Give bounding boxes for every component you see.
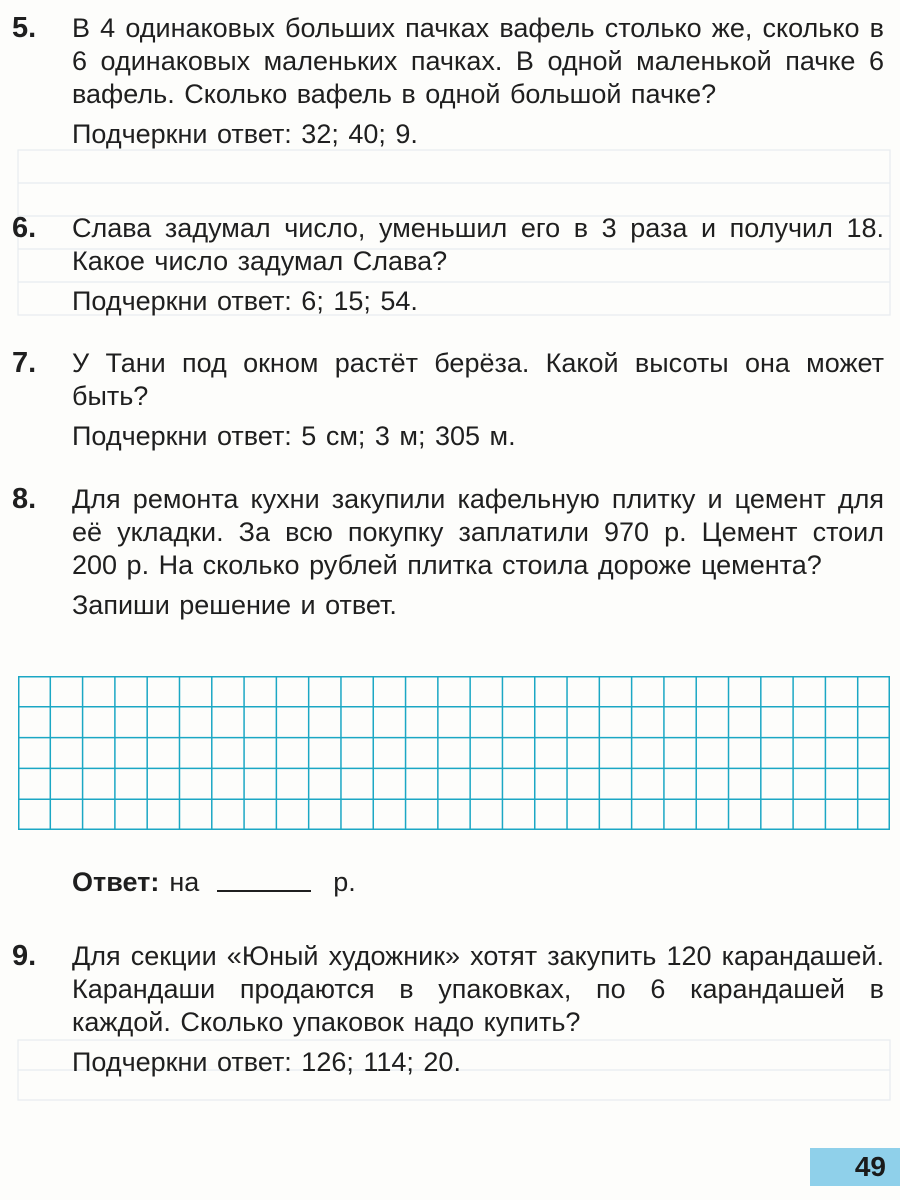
task-number: 8. [12,483,37,515]
answer-prefix: на [169,867,200,897]
task-8 [12,483,888,622]
task-number: 5. [12,12,37,44]
task-number: 6. [12,212,37,244]
task-prompt: Подчеркни ответ: 32; 40; 9. [72,119,418,149]
page-number: 49 [854,1151,886,1182]
task-question: Для ремонта кухни закупили кафельную плитку и цемент для её укладки. За всю покупку заплатили 970 р. Цемент стоил 200 р. На сколько рублей плитка стоила дороже цемента? [72,484,884,580]
task-number: 7. [12,347,37,379]
task-question: Для секции «Юный художник» хотят закупить 120 карандашей. Карандаши продаются в упаковках, по 6 карандашей в каждой. Сколько упаковок надо купить? [72,941,884,1037]
task-prompt: Подчеркни ответ: 6; 15; 54. [72,286,418,316]
task-9 [12,940,888,1079]
task-prompt: Подчеркни ответ: 126; 114; 20. [72,1047,461,1077]
task-question: В 4 одинаковых больших пачках вафель столько же, сколько в 6 одинаковых маленьких пачках. В одной маленькой пачке 6 вафель. Сколько вафель в одной большой пачке? [72,13,884,109]
task-7 [12,347,888,453]
task-5 [12,12,888,151]
answer-label: Ответ: [72,867,160,897]
task-question: У Тани под окном растёт берёза. Какой высоты она может быть? [72,348,884,411]
answer-line [72,866,356,899]
answer-grid[interactable] [18,676,890,830]
task-number: 9. [12,940,37,972]
task-question: Слава задумал число, уменьшил его в 3 раза и получил 18. Какое число задумал Слава? [72,213,884,276]
task-6 [12,212,888,318]
task-prompt: Подчеркни ответ: 5 см; 3 м; 305 м. [72,421,516,451]
task-prompt: Запиши решение и ответ. [72,590,397,620]
answer-suffix: р. [333,867,356,897]
page-number-tab [810,1148,900,1186]
answer-blank[interactable] [217,890,311,892]
